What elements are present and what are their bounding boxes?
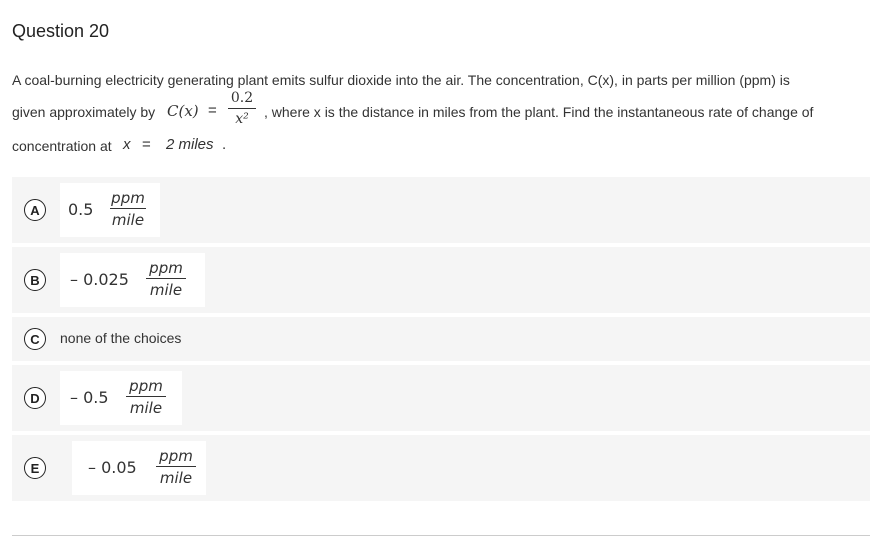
unit-fraction: [126, 377, 166, 417]
answer-option-d[interactable]: [12, 365, 870, 431]
equals-sign: =: [208, 102, 217, 119]
answer-option-a[interactable]: [12, 177, 870, 243]
option-value: – 0.5: [70, 388, 109, 407]
unit-denominator: mile: [149, 281, 183, 299]
fraction-bar: [126, 396, 166, 397]
bottom-divider: [12, 535, 870, 536]
answer-option-b[interactable]: [12, 247, 870, 313]
fraction-bar: [110, 208, 146, 209]
given-value: 2 miles: [166, 136, 214, 153]
fraction-numerator: 0.2: [230, 90, 254, 106]
answer-option-c[interactable]: [12, 317, 870, 361]
option-value: – 0.05: [88, 458, 137, 477]
option-content: [60, 371, 182, 425]
unit-numerator: ppm: [159, 447, 193, 465]
question-title: Question 20: [12, 21, 110, 41]
unit-denominator: mile: [159, 469, 193, 487]
period: .: [222, 136, 227, 153]
unit-denominator: mile: [129, 399, 163, 417]
option-letter-badge: B: [24, 269, 46, 291]
unit-fraction: [146, 259, 186, 299]
option-text: none of the choices: [60, 330, 182, 346]
stem-text: , where x is the distance in miles from the plant. Find the instantaneous rate of change of: [264, 104, 814, 120]
function-label: C(x): [167, 102, 199, 120]
option-value: – 0.025: [70, 270, 129, 289]
stem-line-1: A coal-burning electricity generating plant emits sulfur dioxide into the air. The concentration, C(x), in parts per million (ppm) is: [12, 72, 790, 88]
function-fraction: [228, 90, 256, 127]
equals-sign: =: [142, 136, 151, 153]
option-value: 0.5: [68, 200, 94, 219]
unit-numerator: ppm: [149, 259, 183, 277]
fraction-bar: [156, 466, 196, 467]
variable-label: x: [123, 136, 131, 153]
option-content: [72, 441, 206, 495]
fraction-bar: [146, 278, 186, 279]
unit-denominator: mile: [111, 211, 145, 229]
unit-fraction: [156, 447, 196, 487]
option-letter-badge: C: [24, 328, 46, 350]
option-letter-badge: E: [24, 457, 46, 479]
fraction-denominator: x²: [235, 111, 249, 127]
answer-option-e[interactable]: [12, 435, 870, 501]
stem-text: given approximately by: [12, 104, 156, 120]
option-letter-badge: D: [24, 387, 46, 409]
stem-text: concentration at: [12, 138, 112, 154]
option-letter-badge: A: [24, 199, 46, 221]
unit-fraction: [110, 189, 146, 229]
option-content: [60, 183, 160, 237]
option-content: [60, 253, 205, 307]
unit-numerator: ppm: [129, 377, 163, 395]
unit-numerator: ppm: [111, 189, 145, 207]
fraction-bar: [228, 108, 256, 109]
